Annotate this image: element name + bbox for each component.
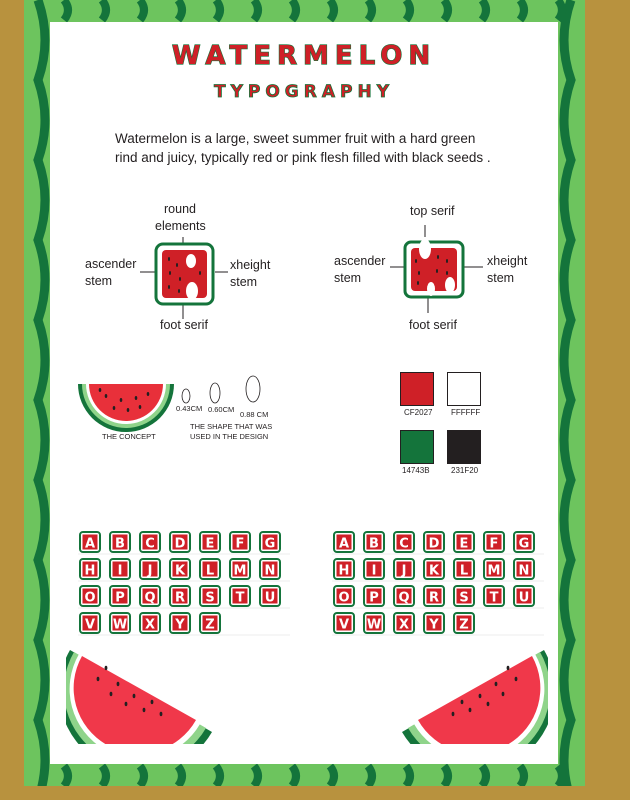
letter-tile-j xyxy=(140,559,160,579)
swatch-white xyxy=(447,372,481,406)
vine-stripe xyxy=(254,766,258,786)
letter-glyph: M xyxy=(233,563,247,579)
vine-stripe xyxy=(178,766,182,786)
letter-glyph: H xyxy=(84,563,96,579)
letter-glyph: H xyxy=(338,563,350,579)
seed-size-3: 0.88 CM xyxy=(240,410,269,419)
poster-subtitle: TYPOGRAPHY xyxy=(213,82,394,102)
letter-glyph: S xyxy=(459,590,469,606)
letter-glyph: I xyxy=(371,563,377,579)
letter-tile-g xyxy=(514,532,534,552)
letter-glyph: O xyxy=(84,590,96,606)
poster-sheet xyxy=(50,22,558,764)
letter-glyph: G xyxy=(264,536,276,552)
vine-stripe xyxy=(140,766,144,786)
letter-tile-c xyxy=(140,532,160,552)
vine-stripe xyxy=(292,0,296,20)
letter-glyph: F xyxy=(235,536,245,552)
letter-tile-k xyxy=(170,559,190,579)
letter-tile-v xyxy=(80,613,100,633)
anatomy-glyph-left xyxy=(140,227,260,337)
letter-glyph: J xyxy=(401,563,407,579)
letter-tile-e xyxy=(200,532,220,552)
letter-tile-x xyxy=(140,613,160,633)
vine-stripe xyxy=(520,766,524,786)
letter-tile-w xyxy=(110,613,130,633)
concept-caption: THE CONCEPT xyxy=(102,432,156,441)
letter-tile-z xyxy=(200,613,220,633)
vine-stripe xyxy=(368,0,372,20)
intro-line-1: Watermelon is a large, sweet summer fruit with a hard green xyxy=(115,131,476,146)
hex-green: 14743B xyxy=(402,466,430,475)
letter-tile-d xyxy=(170,532,190,552)
letter-tile-h xyxy=(334,559,354,579)
letter-tile-a xyxy=(334,532,354,552)
label-ascender-stem-left: ascender stem xyxy=(85,257,137,288)
letter-glyph: U xyxy=(264,590,276,606)
vine-stripe xyxy=(444,766,448,786)
vine-stripe xyxy=(140,0,144,20)
letter-glyph: C xyxy=(399,536,409,552)
vine-stripe xyxy=(254,0,258,20)
letter-glyph: Z xyxy=(459,617,469,633)
letter-tile-h xyxy=(80,559,100,579)
letter-tile-o xyxy=(80,586,100,606)
seed-size-1: 0.43CM xyxy=(176,404,203,413)
concept-watermelon-slice xyxy=(76,382,176,434)
letter-tile-e xyxy=(454,532,474,552)
letter-glyph: L xyxy=(205,563,215,579)
letter-tile-g xyxy=(260,532,280,552)
poster-title: WATERMELON xyxy=(171,41,437,71)
letter-glyph: F xyxy=(489,536,499,552)
vine-stripe xyxy=(330,0,334,20)
vine-stripe xyxy=(406,0,410,20)
letter-glyph: X xyxy=(398,617,410,633)
letter-glyph: K xyxy=(428,563,440,579)
letter-tile-x xyxy=(394,613,414,633)
letter-tile-b xyxy=(110,532,130,552)
letter-tile-u xyxy=(514,586,534,606)
letter-tile-n xyxy=(514,559,534,579)
letter-glyph: R xyxy=(174,590,186,606)
vine-stripe xyxy=(520,0,524,20)
letter-tile-o xyxy=(334,586,354,606)
letter-glyph: Q xyxy=(398,590,410,606)
intro-line-2: rind and juicy, typically red or pink flesh filled with black seeds . xyxy=(115,150,491,165)
label-xheight-stem-right: xheight stem xyxy=(487,254,528,285)
letter-tile-t xyxy=(230,586,250,606)
alphabet-set-left xyxy=(78,527,290,639)
letter-glyph: C xyxy=(145,536,155,552)
letter-tile-c xyxy=(394,532,414,552)
letter-tile-w xyxy=(364,613,384,633)
letter-glyph: G xyxy=(518,536,530,552)
letter-glyph: W xyxy=(366,617,382,633)
letter-tile-k xyxy=(424,559,444,579)
letter-tile-f xyxy=(484,532,504,552)
label-xheight-stem-left: xheight stem xyxy=(230,258,271,289)
letter-tile-p xyxy=(364,586,384,606)
letter-tile-d xyxy=(424,532,444,552)
vine-stripe xyxy=(102,766,106,786)
hex-red: CF2027 xyxy=(404,408,433,417)
vine-stripe xyxy=(102,0,106,20)
letter-tile-a xyxy=(80,532,100,552)
letter-glyph: R xyxy=(428,590,440,606)
letter-tile-j xyxy=(394,559,414,579)
shape-caption: THE SHAPE THAT WAS USED IN THE DESIGN xyxy=(190,422,273,441)
letter-glyph: M xyxy=(487,563,501,579)
vine-stripe xyxy=(482,766,486,786)
hex-black: 231F20 xyxy=(451,466,479,475)
letter-glyph: Y xyxy=(175,617,185,633)
letter-glyph: X xyxy=(144,617,156,633)
letter-tile-i xyxy=(110,559,130,579)
letter-tile-q xyxy=(394,586,414,606)
swatch-green xyxy=(400,430,434,464)
letter-tile-m xyxy=(230,559,250,579)
swatch-red xyxy=(400,372,434,406)
letter-glyph: I xyxy=(117,563,123,579)
letter-tile-p xyxy=(110,586,130,606)
letter-glyph: V xyxy=(84,617,96,633)
hex-white: FFFFFF xyxy=(451,408,481,417)
letter-tile-f xyxy=(230,532,250,552)
letter-glyph: E xyxy=(459,536,469,552)
vine-stripe xyxy=(564,0,571,786)
letter-tile-i xyxy=(364,559,384,579)
vine-stripe xyxy=(406,766,410,786)
letter-tile-n xyxy=(260,559,280,579)
alphabet-set-right xyxy=(332,527,544,639)
vine-stripe xyxy=(64,0,68,20)
letter-glyph: B xyxy=(369,536,379,552)
intro-text xyxy=(115,129,505,167)
letter-tile-y xyxy=(424,613,444,633)
letter-glyph: D xyxy=(174,536,186,552)
label-foot-serif-right: foot serif xyxy=(409,318,457,332)
letter-tile-y xyxy=(170,613,190,633)
vine-stripe xyxy=(482,0,486,20)
letter-tile-l xyxy=(454,559,474,579)
watermelon-slice-left xyxy=(66,644,216,744)
letter-tile-q xyxy=(140,586,160,606)
letter-tile-b xyxy=(364,532,384,552)
letter-tile-s xyxy=(454,586,474,606)
letter-glyph: A xyxy=(84,536,96,552)
vine-stripe xyxy=(558,766,562,786)
letter-glyph: P xyxy=(369,590,379,606)
letter-glyph: W xyxy=(112,617,128,633)
letter-glyph: J xyxy=(147,563,153,579)
letter-glyph: Y xyxy=(429,617,439,633)
letter-tile-r xyxy=(424,586,444,606)
letter-glyph: U xyxy=(518,590,530,606)
letter-glyph: T xyxy=(489,590,499,606)
letter-glyph: T xyxy=(235,590,245,606)
letter-tile-l xyxy=(200,559,220,579)
vine-stripe xyxy=(216,0,220,20)
letter-tile-m xyxy=(484,559,504,579)
swatch-black xyxy=(447,430,481,464)
vine-stripe xyxy=(558,0,562,20)
anatomy-glyph-right xyxy=(385,217,505,322)
letter-glyph: P xyxy=(115,590,125,606)
letter-glyph: S xyxy=(205,590,215,606)
letter-tile-u xyxy=(260,586,280,606)
letter-glyph: E xyxy=(205,536,215,552)
letter-glyph: K xyxy=(174,563,186,579)
letter-glyph: B xyxy=(115,536,125,552)
vine-stripe xyxy=(216,766,220,786)
vine-stripe xyxy=(292,766,296,786)
label-ascender-stem-right: ascender stem xyxy=(334,254,386,285)
letter-glyph: L xyxy=(459,563,469,579)
label-top-serif-right: top serif xyxy=(410,204,455,218)
letter-glyph: A xyxy=(338,536,350,552)
letter-tile-v xyxy=(334,613,354,633)
letter-glyph: O xyxy=(338,590,350,606)
letter-glyph: Z xyxy=(205,617,215,633)
watermelon-slice-right xyxy=(398,644,548,744)
letter-glyph: V xyxy=(338,617,350,633)
letter-glyph: N xyxy=(518,563,530,579)
vine-stripe xyxy=(178,0,182,20)
vine-stripe xyxy=(368,766,372,786)
vine-stripe xyxy=(38,0,45,786)
vine-stripe xyxy=(64,766,68,786)
letter-glyph: Q xyxy=(144,590,156,606)
vine-stripe xyxy=(330,766,334,786)
letter-tile-z xyxy=(454,613,474,633)
vine-stripe xyxy=(444,0,448,20)
letter-glyph: N xyxy=(264,563,276,579)
letter-tile-r xyxy=(170,586,190,606)
letter-tile-t xyxy=(484,586,504,606)
letter-tile-s xyxy=(200,586,220,606)
label-foot-serif-left: foot serif xyxy=(160,318,208,332)
seed-size-2: 0.60CM xyxy=(208,405,235,414)
letter-glyph: D xyxy=(428,536,440,552)
label-round-elements: round elements xyxy=(155,202,206,233)
